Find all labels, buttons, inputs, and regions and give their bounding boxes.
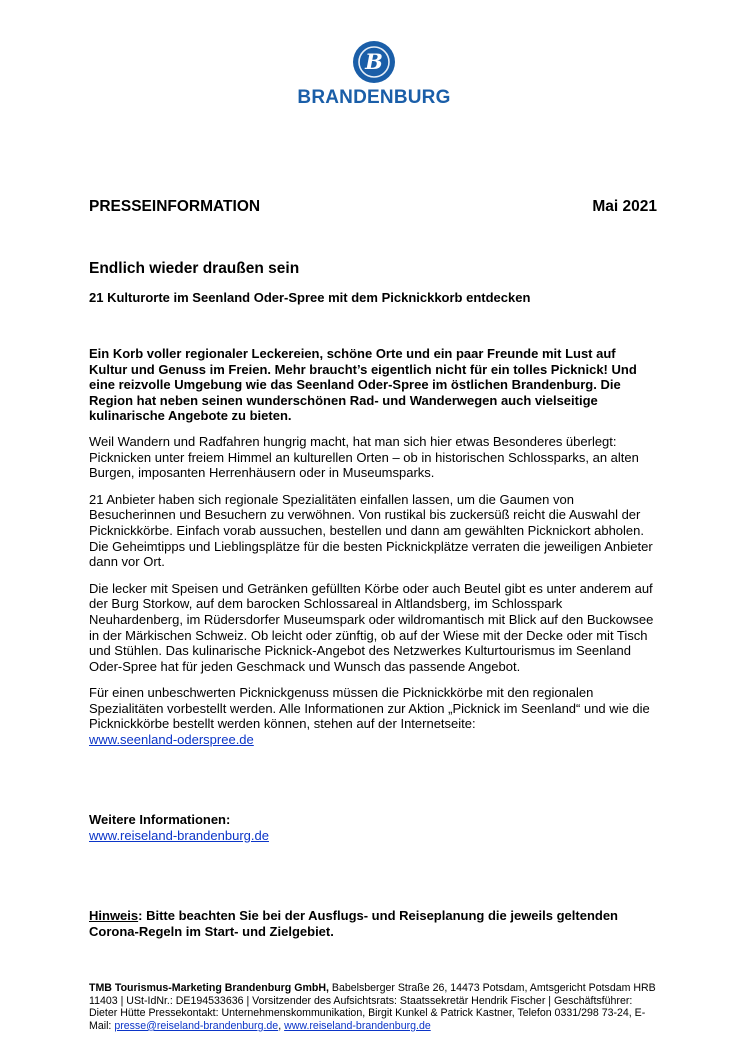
press-header xyxy=(89,198,657,216)
press-date: Mai 2021 xyxy=(592,198,657,215)
brandenburg-logo xyxy=(292,40,456,109)
footer-web-link[interactable]: www.reiseland-brandenburg.de xyxy=(284,1019,431,1032)
paragraph-4-text: Für einen unbeschwerten Picknickgenuss müssen die Picknickkörbe mit den regionalen Spezialitäten vorbestellt werden. Alle Informationen zur Aktion „Picknick im Seenland“ und wie die Picknickkörbe bestellt werden können, stehen auf der Internetseite: xyxy=(89,685,650,732)
footer-text: Babelsberger Straße 26, 14473 Potsdam, Amtsgericht Potsdam HRB 11403 | USt-IdNr.: DE194533636 | Vorsitzender des Aufsichtsrats: Staatssekretär Hendrik Fischer | Geschäftsführer: Dieter Hütte Pressekontakt: Unternehmenskommunikation, Birgit Kunkel & Patrick Kastner, Telefon 0331/298 73-24, E-Mail: xyxy=(89,982,656,1032)
lead-paragraph: Ein Korb voller regionaler Leckereien, schöne Orte und ein paar Freunde mit Lust auf Kultur und Genuss im Freien. Mehr braucht’s eigentlich nicht für ein tolles Picknick! Und eine reizvolle Umgebung wie das Seenland Oder-Spree im östlichen Brandenburg. Die Region hat neben seinen wunderschönen Rad- und Wanderwegen auch vielseitige kulinarische Angebote zu bieten. xyxy=(89,346,637,424)
paragraph-2: 21 Anbieter haben sich regionale Spezialitäten einfallen lassen, um die Gaumen von Besucherinnen und Besuchern zu verwöhnen. Von rustikal bis zuckersüß reicht die Auswahl der Picknickkörbe. Einfach vorab aussuchen, bestellen und dann am gewählten Picknickort abholen. Die Geheimtipps und Lieblingsplätze für die besten Picknickplätze verraten die jeweiligen Anbieter dann vor Ort. xyxy=(89,491,653,570)
more-info-label: Weitere Informationen: xyxy=(89,812,231,827)
article-body xyxy=(89,346,657,759)
notice xyxy=(89,908,657,939)
subheadline: 21 Kulturorte im Seenland Oder-Spree mit dem Picknickkorb entdecken xyxy=(89,290,531,305)
footer-separator: , xyxy=(278,1019,285,1032)
footer xyxy=(89,982,657,1032)
paragraph-1: Weil Wandern und Radfahren hungrig macht, hat man sich hier etwas Besonderes überlegt: Picknicken unter freiem Himmel an kulturellen Orten – ob in historischen Schlossparks, an alten Burgen, imposanten Herrenhäusern oder in Museumsparks. xyxy=(89,433,639,481)
reiseland-link[interactable]: www.reiseland-brandenburg.de xyxy=(89,827,269,843)
paragraph-3: Die lecker mit Speisen und Getränken gefüllten Körbe oder auch Beutel gibt es unter anderem auf der Burg Storkow, auf dem barocken Schlossareal in Altlandsberg, im Schlosspark Neuhardenberg, im Rüdersdorfer Museumspark oder wildromantisch mit Blick auf den Buckowsee in der Märkischen Schweiz. Ob leicht oder zünftig, ob auf der Wiese mit der Decke oder mit Tisch und Stühlen. Das kulinarische Picknick-Angebot des Netzwerkes Kulturtourismus im Seenland Oder-Spree hat für jeden Geschmack und Wunsch das passende Angebot. xyxy=(89,580,654,674)
seenland-link[interactable]: www.seenland-oderspree.de xyxy=(89,732,254,748)
notice-text: : Bitte beachten Sie bei der Ausflugs- und Reiseplanung die jeweils geltenden Corona-Regeln im Start- und Zielgebiet. xyxy=(89,908,619,939)
emblem-letter: B xyxy=(365,49,383,74)
brandenburg-emblem-icon xyxy=(352,40,396,84)
paragraph-4 xyxy=(89,685,657,747)
press-title: PRESSEINFORMATION xyxy=(89,198,261,215)
headline: Endlich wieder draußen sein xyxy=(89,260,300,277)
notice-keyword: Hinweis xyxy=(89,908,139,923)
logo-wordmark: BRANDENBURG xyxy=(297,87,451,108)
more-info xyxy=(89,812,657,843)
footer-org: TMB Tourismus-Marketing Brandenburg GmbH, xyxy=(89,982,329,994)
footer-email-link[interactable]: presse@reiseland-brandenburg.de xyxy=(114,1019,279,1032)
